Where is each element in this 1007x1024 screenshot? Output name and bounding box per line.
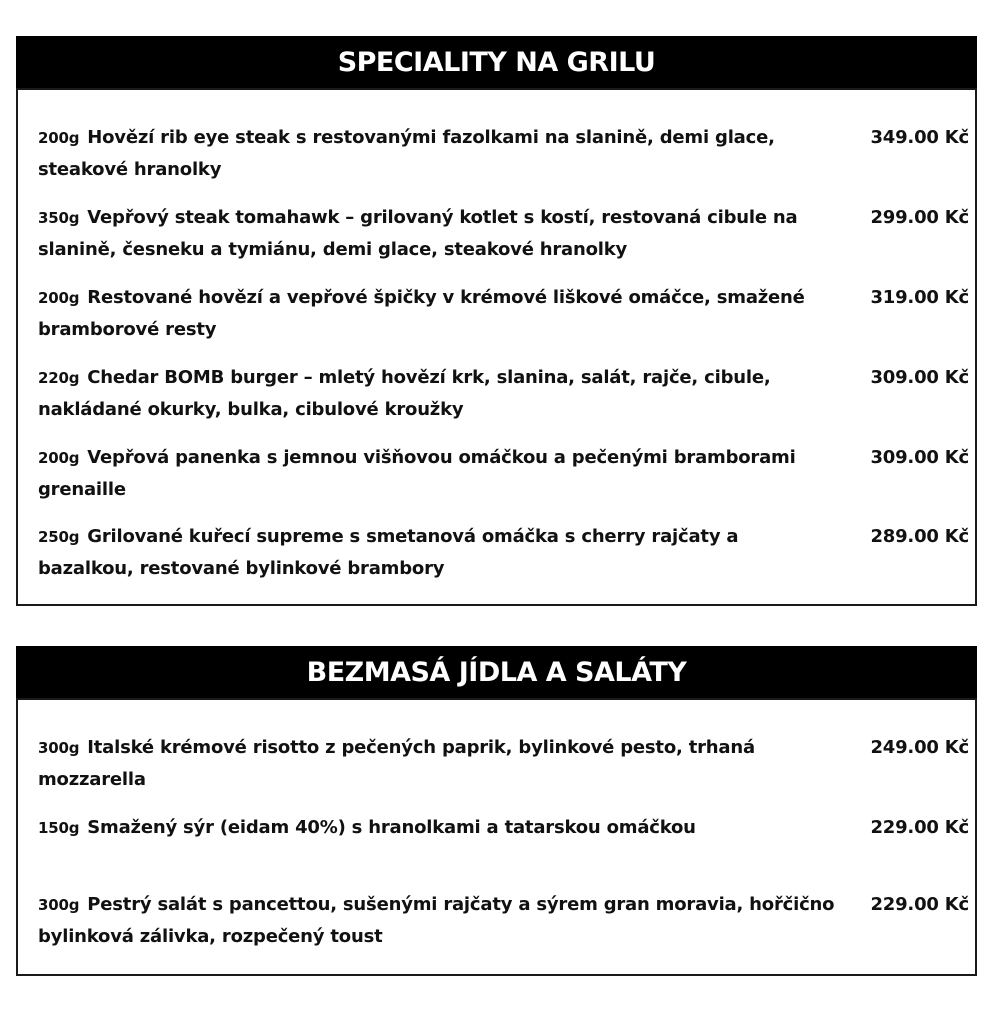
menu-item-text: Smažený sýr (eidam 40%) s hranolkami a tatarskou omáčkou — [87, 817, 696, 838]
menu-item-weight: 250g — [38, 528, 85, 546]
menu-item-description — [38, 362, 838, 425]
menu-item-description — [38, 812, 838, 844]
menu-item-text: Restované hovězí a vepřové špičky v krémové liškové omáčce, smažené bramborové resty — [38, 287, 805, 340]
menu-item-price: 229.00 Kč — [870, 817, 969, 838]
menu-item-description — [38, 122, 838, 185]
menu-item-weight: 220g — [38, 369, 85, 387]
menu-item-price: 309.00 Kč — [870, 447, 969, 468]
section-title: SPECIALITY NA GRILU — [16, 36, 977, 88]
menu-item — [38, 122, 969, 185]
menu-item-price: 229.00 Kč — [870, 894, 969, 915]
section-body — [16, 698, 977, 976]
divider — [18, 88, 975, 90]
section-title: BEZMASÁ JÍDLA A SALÁTY — [16, 646, 977, 698]
menu-item-description — [38, 202, 838, 265]
menu-item-text: Vepřový steak tomahawk – grilovaný kotlet s kostí, restovaná cibule na slanině, česneku a tymiánu, demi glace, steakové hranolky — [38, 207, 798, 260]
menu-item-weight: 200g — [38, 289, 85, 307]
menu-item-weight: 200g — [38, 129, 85, 147]
menu-item-weight: 350g — [38, 209, 85, 227]
menu-item-text: Grilované kuřecí supreme s smetanová omáčka s cherry rajčaty a bazalkou, restované bylinkové brambory — [38, 526, 739, 579]
menu-item — [38, 732, 969, 795]
menu-item-weight: 300g — [38, 896, 85, 914]
section-body — [16, 88, 977, 606]
menu-item-price: 319.00 Kč — [870, 287, 969, 308]
menu-item-price: 349.00 Kč — [870, 127, 969, 148]
menu-item-description — [38, 889, 838, 952]
menu-item — [38, 812, 969, 844]
menu-item — [38, 889, 969, 952]
menu-section-grill — [16, 36, 977, 606]
menu-item-text: Pestrý salát s pancettou, sušenými rajčaty a sýrem gran moravia, hořčično bylinková zálivka, rozpečený toust — [38, 894, 835, 947]
menu-item-weight: 200g — [38, 449, 85, 467]
menu-item-price: 309.00 Kč — [870, 367, 969, 388]
menu-item-description — [38, 521, 838, 584]
divider — [18, 698, 975, 700]
menu-item-text: Italské krémové risotto z pečených paprik, bylinkové pesto, trhaná mozzarella — [38, 737, 755, 790]
menu-item-description — [38, 732, 838, 795]
menu-item-text: Chedar BOMB burger – mletý hovězí krk, slanina, salát, rajče, cibule, nakládané okurky, bulka, cibulové kroužky — [38, 367, 771, 420]
menu-item-text: Vepřová panenka s jemnou višňovou omáčkou a pečenými bramborami grenaille — [38, 447, 796, 500]
menu-item — [38, 442, 969, 505]
menu-item-weight: 150g — [38, 819, 85, 837]
menu-item-text: Hovězí rib eye steak s restovanými fazolkami na slanině, demi glace, steakové hranolky — [38, 127, 775, 180]
menu-item-price: 289.00 Kč — [870, 526, 969, 547]
menu-item — [38, 362, 969, 425]
menu-item-weight: 300g — [38, 739, 85, 757]
menu-item-price: 249.00 Kč — [870, 737, 969, 758]
menu-section-vegetarian — [16, 646, 977, 976]
menu-item-description — [38, 442, 838, 505]
menu-item — [38, 282, 969, 345]
menu-item — [38, 521, 969, 584]
menu-item-price: 299.00 Kč — [870, 207, 969, 228]
menu-item-description — [38, 282, 838, 345]
menu-item — [38, 202, 969, 265]
